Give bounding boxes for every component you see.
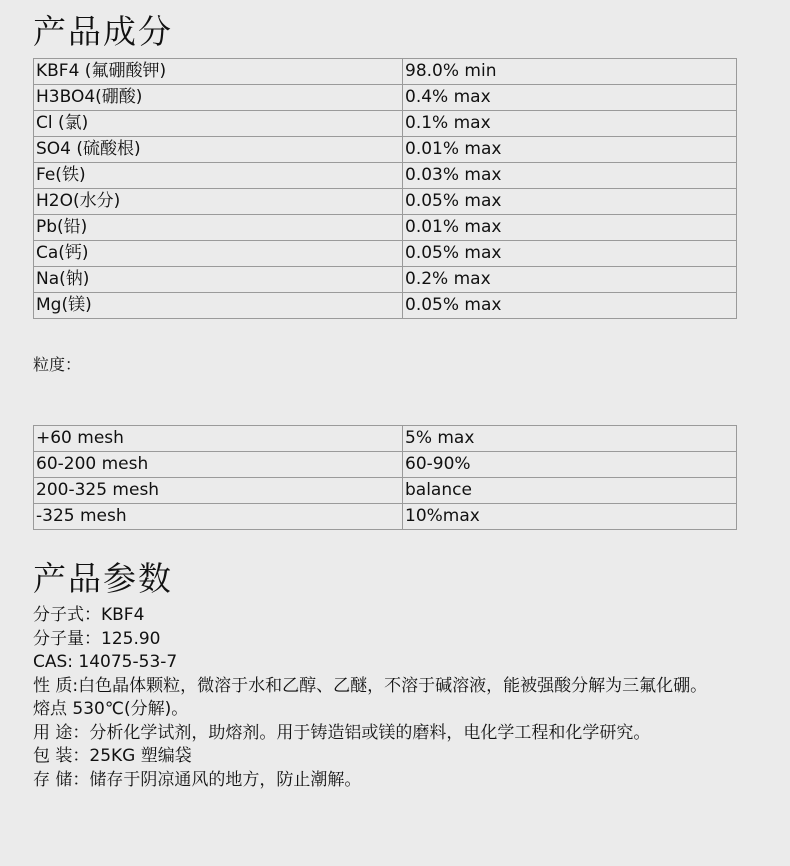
item-cell: KBF4 (氟硼酸钾) xyxy=(34,59,403,85)
param-usage: 用 途：分析化学试剂，助熔剂。用于铸造铝或镁的磨料，电化学工程和化学研究。 xyxy=(33,722,651,743)
value-cell: 5% max xyxy=(403,426,737,452)
value-cell: 0.01% max xyxy=(403,137,737,163)
value-cell: 98.0% min xyxy=(403,59,737,85)
table-row xyxy=(34,293,737,319)
item-cell: Na(钠) xyxy=(34,267,403,293)
item-cell: H2O(水分) xyxy=(34,189,403,215)
value-cell: 10%max xyxy=(403,504,737,530)
mesh-cell: 60-200 mesh xyxy=(34,452,403,478)
item-cell: Ca(钙) xyxy=(34,241,403,267)
mesh-cell: 200-325 mesh xyxy=(34,478,403,504)
parameters-title: 产品参数 xyxy=(33,559,173,598)
table-row xyxy=(34,426,737,452)
table-row xyxy=(34,137,737,163)
value-cell: 0.05% max xyxy=(403,241,737,267)
table-row xyxy=(34,241,737,267)
param-formula: 分子式：KBF4 xyxy=(33,605,145,625)
table-row xyxy=(34,111,737,137)
parameters-list xyxy=(33,604,707,792)
item-cell: Cl (氯) xyxy=(34,111,403,137)
value-cell: 0.03% max xyxy=(403,163,737,189)
item-cell: Fe(铁) xyxy=(34,163,403,189)
table-row xyxy=(34,189,737,215)
value-cell: 0.01% max xyxy=(403,215,737,241)
table-row xyxy=(34,504,737,530)
mesh-cell: -325 mesh xyxy=(34,504,403,530)
table-row xyxy=(34,478,737,504)
value-cell: 0.1% max xyxy=(403,111,737,137)
param-melting-point: 熔点 530℃(分解)。 xyxy=(33,699,189,719)
param-molecular-weight: 分子量：125.90 xyxy=(33,628,161,649)
table-row xyxy=(34,85,737,111)
value-cell: 0.4% max xyxy=(403,85,737,111)
param-properties: 性 质:白色晶体颗粒，微溶于水和乙醇、乙醚，不溶于碱溶液，能被强酸分解为三氟化硼。 xyxy=(33,675,708,696)
value-cell: 0.2% max xyxy=(403,267,737,293)
granularity-label: 粒度： xyxy=(33,355,82,374)
table-row xyxy=(34,267,737,293)
mesh-cell: +60 mesh xyxy=(34,426,403,452)
value-cell: 0.05% max xyxy=(403,189,737,215)
table-row xyxy=(34,163,737,189)
param-packaging: 包 装：25KG 塑编袋 xyxy=(33,746,192,766)
param-cas: CAS: 14075-53-7 xyxy=(33,652,178,672)
item-cell: SO4 (硫酸根) xyxy=(34,137,403,163)
value-cell: 60-90% xyxy=(403,452,737,478)
table-row xyxy=(34,215,737,241)
param-storage: 存 储：储存于阴凉通风的地方，防止潮解。 xyxy=(33,769,362,790)
table-row xyxy=(34,452,737,478)
value-cell: 0.05% max xyxy=(403,293,737,319)
composition-title: 产品成分 xyxy=(33,12,173,51)
value-cell: balance xyxy=(403,478,737,504)
composition-table xyxy=(33,58,737,319)
item-cell: H3BO4(硼酸) xyxy=(34,85,403,111)
granularity-table xyxy=(33,425,737,530)
table-row xyxy=(34,59,737,85)
item-cell: Pb(铅) xyxy=(34,215,403,241)
item-cell: Mg(镁) xyxy=(34,293,403,319)
